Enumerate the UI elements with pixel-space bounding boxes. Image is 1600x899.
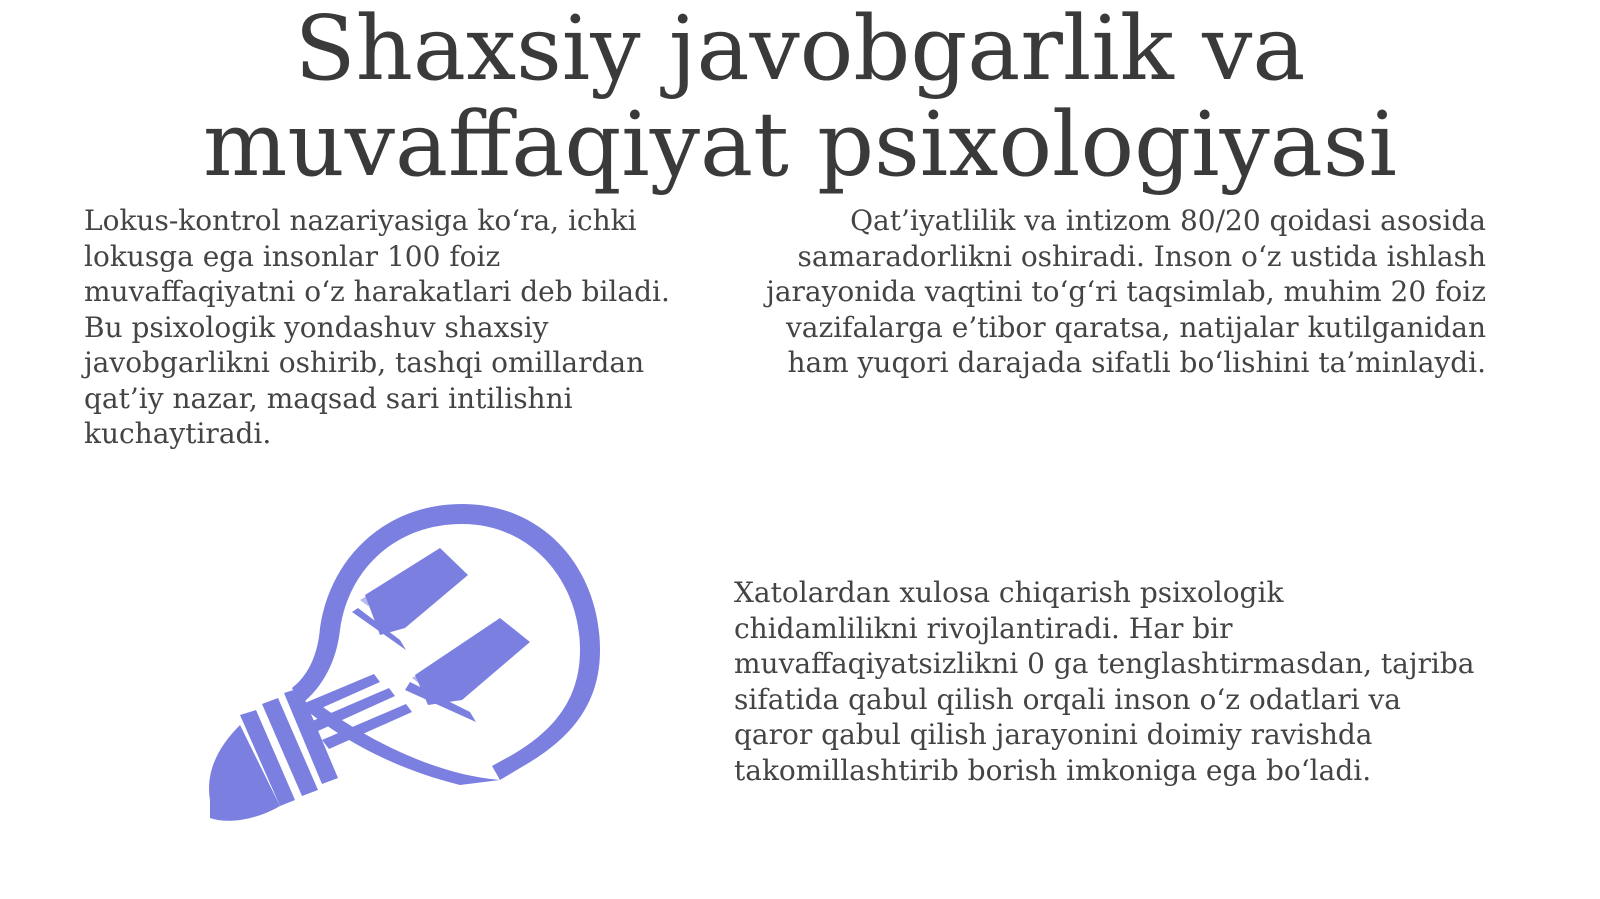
bottom-paragraph-line: muvaffaqiyatsizlikni 0 ga tenglashtirmasdan, tajriba: [734, 647, 1475, 680]
slide-title: [0, 0, 1600, 196]
bottom-paragraph-line: qaror qabul qilish jarayonini doimiy ravishda: [734, 718, 1373, 751]
right-paragraph-line: samaradorlikni oshiradi. Inson o‘z ustida ishlash: [797, 239, 1486, 273]
slide-title-line: muvaffaqiyat psixologiyasi: [202, 92, 1398, 196]
right-paragraph-line: jarayonida vaqtini to‘g‘ri taqsimlab, muhim 20 foiz: [766, 275, 1486, 308]
bottom-paragraph-line: sifatida qabul qilish orqali inson o‘z odatlari va: [734, 682, 1401, 716]
left-paragraph-line: kuchaytiradi.: [84, 417, 272, 450]
lightbulb-book-icon: [200, 500, 630, 860]
left-paragraph-line: Lokus-kontrol nazariyasiga ko‘ra, ichki: [84, 204, 637, 237]
left-paragraph-line: muvaffaqiyatni o‘z harakatlari deb biladi.: [84, 275, 670, 308]
right-paragraph-line: vazifalarga e’tibor qaratsa, natijalar kutilganidan: [785, 310, 1486, 344]
right-paragraph-line: Qat’iyatlilik va intizom 80/20 qoidasi asosida: [850, 204, 1486, 237]
left-paragraph: [84, 203, 704, 452]
bottom-paragraph-line: chidamlilikni rivojlantiradi. Har bir: [734, 611, 1233, 645]
right-paragraph-line: ham yuqori darajada sifatli bo‘lishini ta’minlaydi.: [787, 346, 1486, 379]
left-paragraph-line: qat’iy nazar, maqsad sari intilishni: [84, 381, 573, 415]
left-paragraph-line: javobgarlikni oshirib, tashqi omillardan: [84, 346, 645, 379]
bottom-paragraph-line: takomillashtirib borish imkoniga ega bo‘ladi.: [734, 753, 1372, 787]
right-paragraph: [700, 203, 1486, 381]
left-paragraph-line: lokusga ega insonlar 100 foiz: [84, 239, 501, 273]
left-paragraph-line: Bu psixologik yondashuv shaxsiy: [84, 310, 549, 344]
bottom-paragraph: [734, 575, 1494, 788]
bottom-paragraph-line: Xatolardan xulosa chiqarish psixologik: [734, 576, 1284, 609]
slide-title-line: Shaxsiy javobgarlik va: [294, 0, 1306, 100]
